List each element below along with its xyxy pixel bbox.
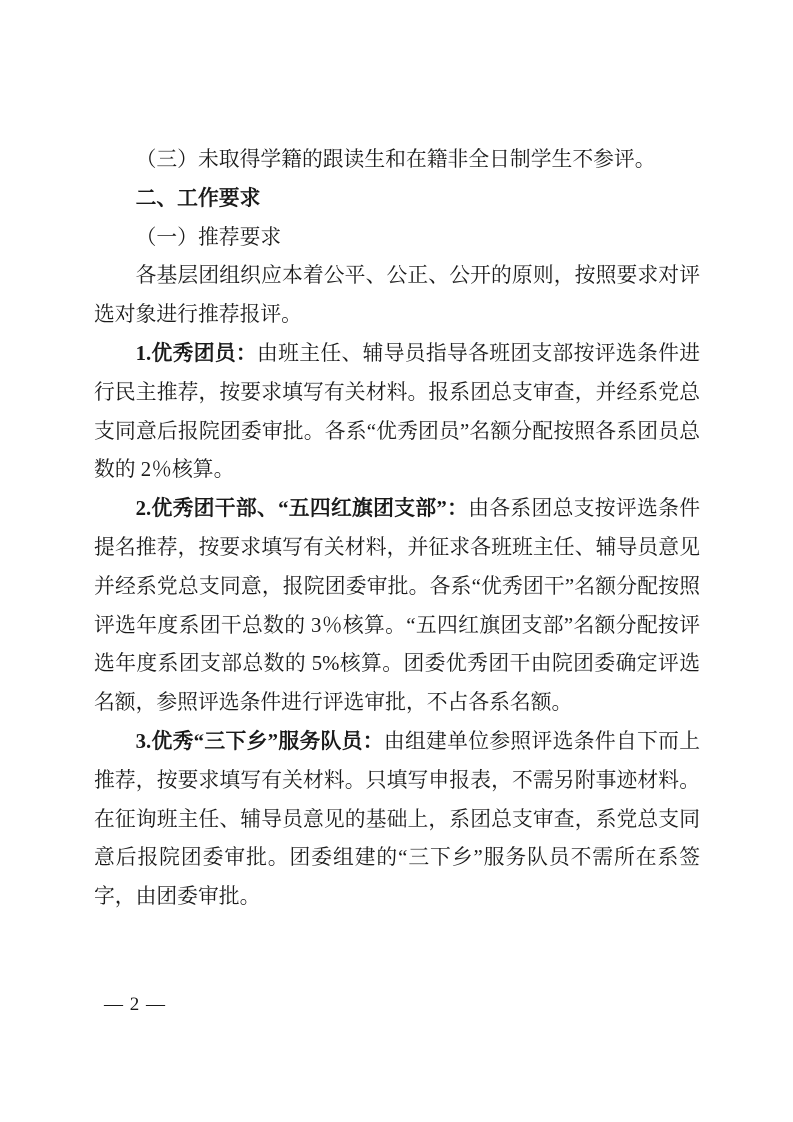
text-run: 由班主任、辅导员指导各班团支部按评选条件进行民主推荐，按要求填写有关材料。报系团总支审查，并经系党总支同意后报院团委审批。各系“优秀团员”名额分配按照各系团员总数的 2％核算。 <box>94 341 700 482</box>
paragraph-clause-3 <box>94 141 700 180</box>
text-run: （一）推荐要求 <box>135 225 282 249</box>
paragraph-item-2 <box>94 490 700 723</box>
document-content <box>94 141 700 917</box>
text-run: 各基层团组织应本着公平、公正、公开的原则，按照要求对评选对象进行推荐报评。 <box>94 264 700 327</box>
paragraph-item-3 <box>94 723 700 917</box>
bold-text-run: 1.优秀团员： <box>135 341 258 365</box>
page-number: — 2 — <box>104 994 166 1015</box>
bold-text-run: 3.优秀“三下乡”服务队员： <box>135 729 384 753</box>
bold-text-run: 二、工作要求 <box>135 186 261 210</box>
paragraph-section-2-heading <box>94 180 700 219</box>
paragraph-intro <box>94 257 700 335</box>
bold-text-run: 2.优秀团干部、“五四红旗团支部”： <box>135 497 469 521</box>
text-run: （三）未取得学籍的跟读生和在籍非全日制学生不参评。 <box>135 148 656 171</box>
paragraph-subsection-1-heading <box>94 219 700 258</box>
text-run: 由组建单位参照评选条件自下而上推荐，按要求填写有关材料。只填写申报表，不需另附事迹材料。在征询班主任、辅导员意见的基础上，系团总支审查，系党总支同意后报院团委审批。团委组建的“三下乡”服务队员不需所在系签字，由团委审批。 <box>94 729 700 909</box>
paragraph-item-1 <box>94 335 700 490</box>
text-run: 由各系团总支按评选条件提名推荐，按要求填写有关材料，并征求各班班主任、辅导员意见并经系党总支同意，报院团委审批。各系“优秀团干”名额分配按照评选年度系团干总数的 3％核算。“五四红旗团支部”名额分配按评选年度系团支部总数的 5%核算。团委优秀团干由院团委确定评选名额，参照评选条件进行评选审批，不占各系名额。 <box>94 497 700 715</box>
